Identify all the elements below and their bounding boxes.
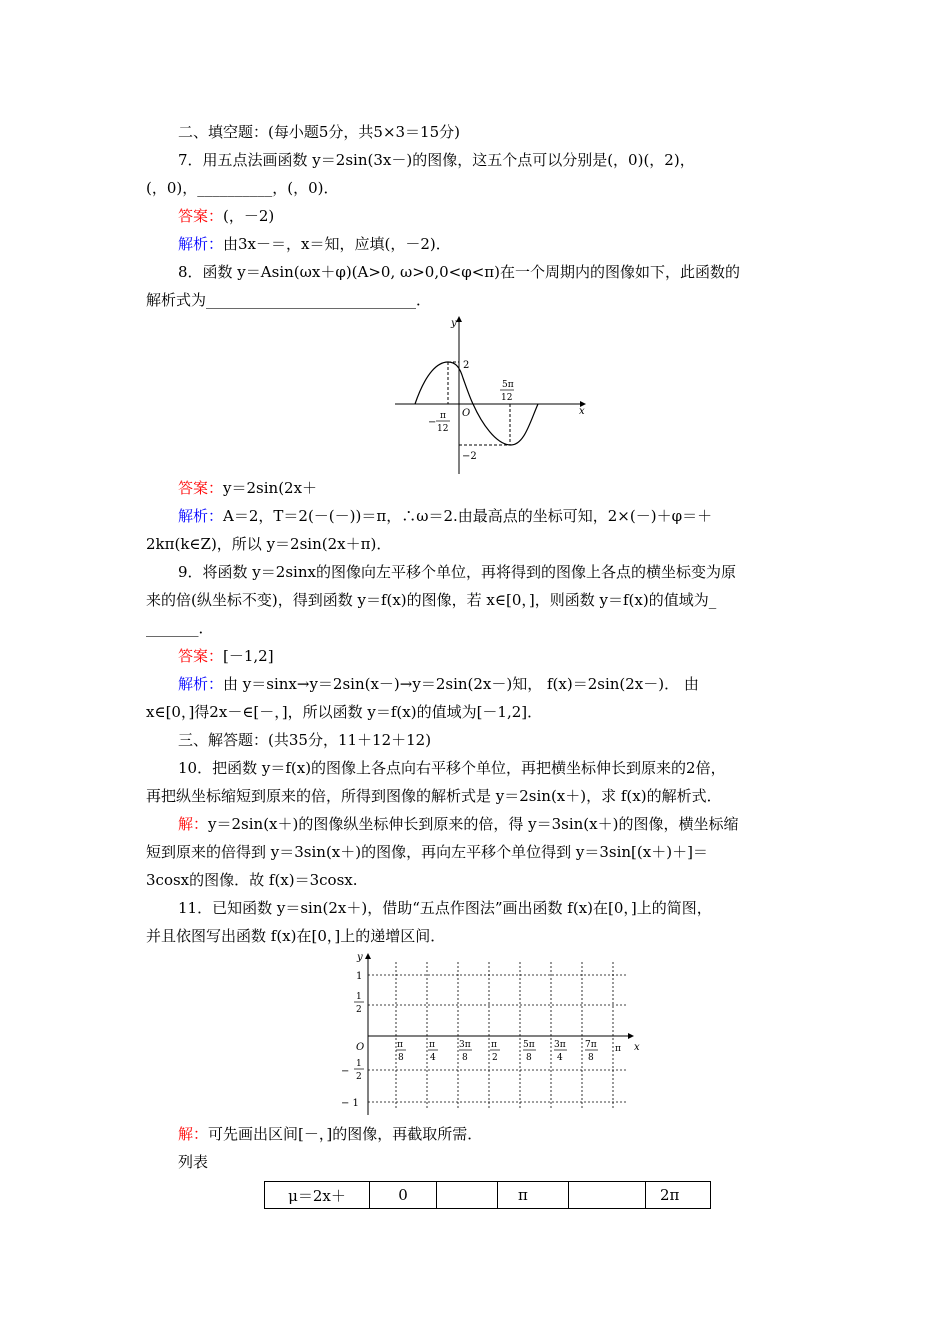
- x-tick-den: 8: [526, 1053, 532, 1063]
- answer-text: y＝2sin(2x＋: [223, 479, 318, 497]
- y-tick-neg-half-sign: −: [341, 1066, 350, 1077]
- table-cell: 0: [370, 1182, 437, 1209]
- solution-label: 解析：: [178, 235, 224, 253]
- q11-line-2: 并且依图写出函数 f(x)在[0，]上的递增区间．: [146, 927, 446, 945]
- x-tick-num: 7π: [585, 1040, 597, 1050]
- table-cell: 2π: [646, 1182, 711, 1209]
- q11-solution: [178, 1124, 838, 1144]
- q10-line-1: 10．把函数 y＝f(x)的图像上各点向右平移个单位，再把横坐标伸长到原来的2倍，: [178, 759, 726, 777]
- x-tick-den: 8: [462, 1053, 468, 1063]
- y-axis-label: y: [451, 318, 457, 329]
- q11-grid: [335, 950, 645, 1125]
- x-axis-label: x: [634, 1042, 640, 1053]
- answer-text: [－1,2]: [223, 647, 274, 665]
- solution-text: 可先画出区间[－，]的图像，再截取所需．: [208, 1125, 483, 1143]
- q9-solution-line-1: [178, 674, 838, 694]
- q8-solution-line-1: [178, 506, 838, 526]
- left-tick-num: π: [440, 411, 446, 421]
- origin-label: O: [356, 1042, 365, 1053]
- q8-sine-graph: [390, 312, 600, 482]
- q11-line-1: 11．已知函数 y＝sin(2x＋)，借助“五点作图法”画出函数 f(x)在[0，]上的简图，: [178, 899, 712, 917]
- q9-line-2: 来的倍(纵坐标不变)，得到函数 y＝f(x)的图像，若 x∈[0，]，则函数 y＝f(x)的值域为_: [146, 591, 717, 609]
- q10-solution-line-2: 短到原来的倍得到 y＝3sin(x＋)的图像，再向左平移个单位得到 y＝3sin[(x＋)＋]＝: [146, 843, 708, 861]
- answer-label: 答案：: [178, 479, 224, 497]
- x-tick-num: 3π: [554, 1040, 566, 1050]
- x-tick-den: 8: [588, 1053, 594, 1063]
- q8-line-1: 8．函数 y＝Asin(ωx＋φ)(A>0, ω>0,0<φ<π)在一个周期内的图像如下，此函数的: [178, 263, 741, 281]
- q9-line-3: _______．: [146, 619, 214, 637]
- x-axis-label: x: [579, 406, 585, 417]
- answer-text: (，－2): [223, 207, 275, 225]
- q9-solution-line-2: x∈[0，]得2x－∈[－，]，所以函数 y＝f(x)的值域为[－1,2]．: [146, 703, 543, 721]
- q10-solution-line-3: 3cosx的图像．故 f(x)＝3cosx.: [146, 871, 358, 889]
- table-cell: [437, 1182, 498, 1209]
- solution-label: 解析：: [178, 675, 224, 693]
- x-end-label: π: [615, 1044, 621, 1054]
- table-cell: μ＝2x＋: [265, 1182, 370, 1209]
- list-label: 列表: [178, 1153, 209, 1171]
- grid-horizontal-lines: [368, 975, 627, 1102]
- q7-line-2: (，0)，__________，(，0)．: [146, 179, 339, 197]
- left-tick-den: 12: [437, 424, 449, 434]
- solution-label: 解：: [178, 1125, 209, 1143]
- q8-answer: [178, 478, 838, 498]
- table-cell: [569, 1182, 646, 1209]
- section-title-solve: 三、解答题：(共35分，11＋12＋12): [178, 731, 432, 749]
- x-tick-num: π: [491, 1040, 497, 1050]
- solution-text: 由 y＝sinx→y＝2sin(x－)→y＝2sin(2x－)知， f(x)＝2sin(2x－)． 由: [223, 675, 699, 693]
- value-table: [264, 1181, 711, 1209]
- q7-line-1: 7．用五点法画函数 y＝2sin(3x－)的图像，这五个点可以分别是(，0)(，2)，: [178, 151, 695, 169]
- q7-solution: [178, 234, 838, 254]
- right-tick-den: 12: [501, 393, 513, 403]
- origin-label: O: [462, 408, 471, 419]
- x-tick-num: π: [397, 1040, 403, 1050]
- table-cell: π: [498, 1182, 569, 1209]
- y-axis-label: y: [357, 952, 363, 963]
- q9-answer: [178, 646, 838, 666]
- x-tick-den: 8: [398, 1053, 404, 1063]
- x-tick-den: 2: [492, 1053, 498, 1063]
- answer-label: 答案：: [178, 207, 224, 225]
- section-title-fill-in: 二、填空题：(每小题5分，共5×3＝15分): [178, 123, 460, 141]
- y-min-label: −2: [462, 451, 477, 462]
- y-tick-half-den: 2: [356, 1005, 362, 1015]
- x-tick-num: π: [429, 1040, 435, 1050]
- q10-solution-line-1: [178, 814, 838, 834]
- y-max-label: 2: [463, 360, 470, 371]
- q9-line-1: 9．将函数 y＝2sinx的图像向左平移个单位，再将得到的图像上各点的横坐标变为原: [178, 563, 736, 581]
- solution-label: 解析：: [178, 507, 224, 525]
- right-tick-num: 5π: [502, 380, 514, 390]
- solution-text: A＝2，T＝2(－(－))＝π，∴ω＝2.由最高点的坐标可知，2×(－)＋φ＝＋: [223, 507, 713, 525]
- y-tick-neg-1: − 1: [341, 1098, 359, 1109]
- y-tick-half-num: 1: [356, 992, 362, 1002]
- q7-answer: [178, 206, 838, 226]
- x-tick-den: 4: [430, 1053, 436, 1063]
- solution-label: 解：: [178, 815, 209, 833]
- y-tick-1: 1: [356, 971, 363, 982]
- solution-text: y＝2sin(x＋)的图像纵坐标伸长到原来的倍，得 y＝3sin(x＋)的图像，横坐标缩: [208, 815, 739, 833]
- y-tick-neg-half-den: 2: [356, 1072, 362, 1082]
- x-tick-num: 5π: [523, 1040, 535, 1050]
- answer-label: 答案：: [178, 647, 224, 665]
- q8-line-2: 解析式为____________________________．: [146, 291, 432, 309]
- solution-text: 由3x－＝，x＝知，应填(，－2)．: [223, 235, 451, 253]
- left-tick-sign: −: [428, 417, 437, 428]
- q10-line-2: 再把纵坐标缩短到原来的倍，所得到图像的解析式是 y＝2sin(x＋)，求 f(x)的解析式．: [146, 787, 722, 805]
- y-tick-neg-half-num: 1: [356, 1059, 362, 1069]
- q8-solution-line-2: 2kπ(k∈Z)，所以 y＝2sin(2x＋π)．: [146, 535, 392, 553]
- table-row: [265, 1182, 711, 1209]
- x-tick-den: 4: [557, 1053, 563, 1063]
- x-tick-labels: [396, 1040, 598, 1063]
- x-tick-num: 3π: [459, 1040, 471, 1050]
